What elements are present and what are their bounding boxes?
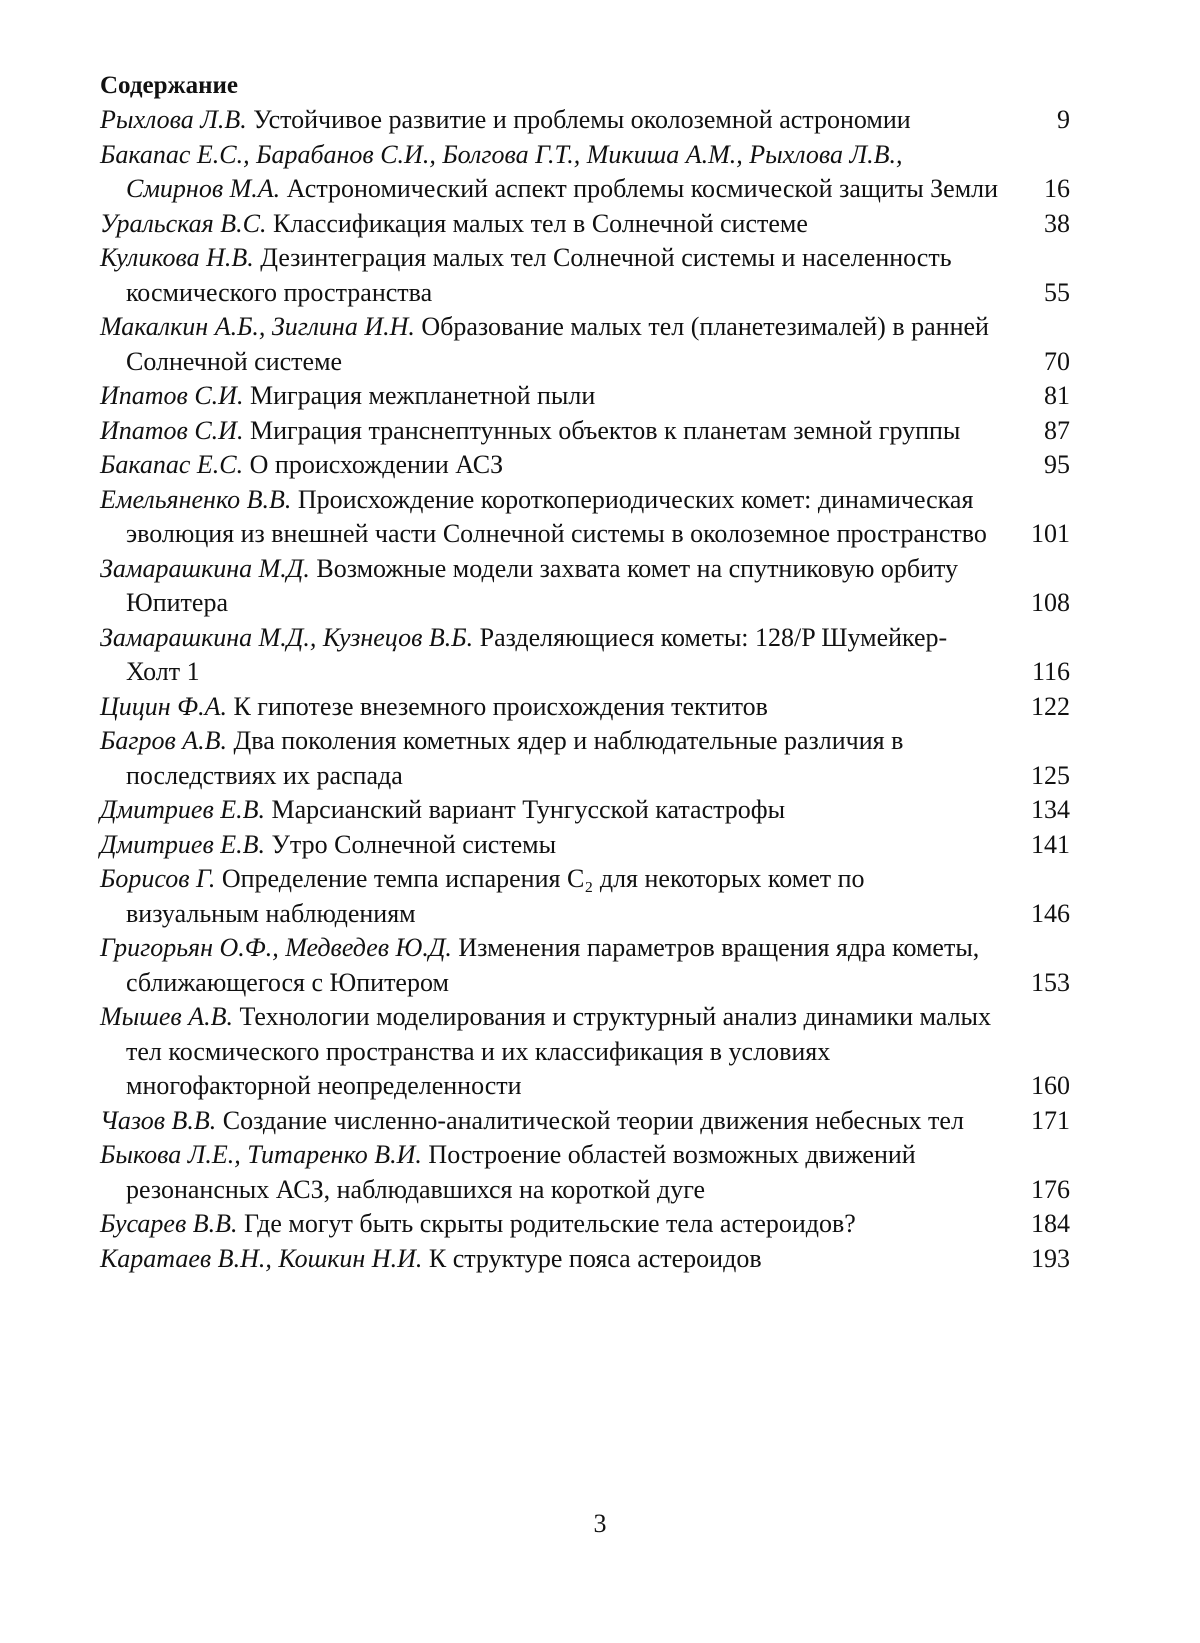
entry-title: Создание численно-аналитической теории движения небесных тел — [222, 1105, 964, 1135]
toc-entry — [100, 1207, 1070, 1242]
entry-authors: Дмитриев Е.В. — [100, 829, 266, 859]
entry-title: Классификация малых тел в Солнечной системе — [273, 208, 808, 238]
entry-authors: Замарашкина М.Д., Кузнецов В.Б. — [100, 622, 474, 652]
entry-title: Разделяющиеся кометы: 128/P Шумейкер-Холт 1 — [126, 622, 948, 686]
toc-entry — [100, 310, 1070, 379]
entry-title: Утро Солнечной системы — [271, 829, 557, 859]
toc-entry — [100, 448, 1070, 483]
entry-authors: Бусарев В.В. — [100, 1209, 238, 1238]
entry-page-number: 81 — [1044, 381, 1070, 410]
entry-page-number: 55 — [1044, 277, 1070, 307]
entry-authors: Мышев А.В. — [100, 1002, 233, 1031]
entry-authors: Чазов В.В. — [100, 1105, 217, 1135]
entry-authors: Бакапас Е.С., Барабанов С.И., Болгова Г.Т., Микиша А.М., Рыхлова Л.В., Смирнов М.А. — [100, 139, 903, 203]
entry-title: Миграция транснептунных объектов к планетам земной группы — [249, 415, 961, 445]
entry-authors: Ипатов С.И. — [100, 415, 244, 445]
toc-entry — [100, 828, 1070, 863]
toc-entry — [100, 414, 1070, 449]
toc-entry — [100, 483, 1070, 552]
entry-authors: Куликова Н.В. — [100, 243, 254, 272]
entry-authors: Замарашкина М.Д. — [100, 553, 310, 583]
toc-entry — [100, 690, 1070, 725]
entry-title: Где могут быть скрыты родительские тела астероидов? — [244, 1209, 856, 1238]
entry-page-number: 95 — [1044, 450, 1070, 479]
entry-page-number: 193 — [1031, 1243, 1070, 1273]
entry-authors: Григорьян О.Ф., Медведев Ю.Д. — [100, 933, 452, 962]
toc-entry — [100, 207, 1070, 242]
entry-title: Определение темпа испарения C₂ для некоторых комет по визуальным наблюдениям — [126, 864, 865, 928]
entry-title: Два поколения кометных ядер и наблюдательные различия в последствиях их распада — [126, 726, 904, 790]
toc-entry — [100, 138, 1070, 207]
entry-page-number: 125 — [1031, 760, 1070, 790]
entry-title: Образование малых тел (планетезималей) в ранней Солнечной системе — [126, 312, 989, 376]
entry-authors: Борисов Г. — [100, 864, 216, 893]
entry-page-number: 87 — [1044, 415, 1070, 445]
toc-entry — [100, 931, 1070, 1000]
toc-entry — [100, 552, 1070, 621]
entry-page-number: 122 — [1031, 691, 1070, 721]
entry-title: Технологии моделирования и структурный анализ динамики малых тел космического пространства и их классификация в условиях многофакторной неопределенности — [126, 1002, 992, 1100]
entry-title: Устойчивое развитие и проблемы околоземной астрономии — [253, 105, 911, 134]
entry-page-number: 38 — [1044, 208, 1070, 238]
entry-authors: Дмитриев Е.В. — [100, 795, 266, 824]
entry-title: Миграция межпланетной пыли — [249, 381, 596, 410]
toc-entry — [100, 103, 1070, 138]
entry-authors: Рыхлова Л.В. — [100, 105, 247, 134]
toc-entry — [100, 1138, 1070, 1207]
entry-authors: Ипатов С.И. — [100, 381, 244, 410]
entry-page-number: 141 — [1031, 829, 1070, 859]
entry-authors: Уральская В.С. — [100, 208, 267, 238]
toc-entry — [100, 793, 1070, 828]
entry-page-number: 160 — [1031, 1071, 1070, 1100]
toc-entry — [100, 724, 1070, 793]
entry-authors: Багров А.В. — [100, 726, 228, 755]
page-number-footer: 3 — [593, 1509, 607, 1538]
toc-entry — [100, 379, 1070, 414]
entry-title: Марсианский вариант Тунгусской катастрофы — [271, 795, 786, 824]
entry-page-number: 16 — [1044, 174, 1070, 203]
entry-authors: Быкова Л.Е., Титаренко В.И. — [100, 1140, 422, 1169]
entry-title: Возможные модели захвата комет на спутниковую орбиту Юпитера — [126, 553, 959, 617]
entry-page-number: 108 — [1031, 588, 1070, 617]
entry-page-number: 146 — [1031, 898, 1070, 928]
entry-title: Дезинтеграция малых тел Солнечной системы и населенность космического пространства — [126, 243, 952, 307]
toc-entry — [100, 1000, 1070, 1104]
toc-entry — [100, 862, 1070, 931]
entry-page-number: 70 — [1044, 346, 1070, 376]
toc-entry — [100, 241, 1070, 310]
toc-entry — [100, 1242, 1070, 1277]
entry-title: К гипотезе внеземного происхождения тектитов — [233, 691, 768, 721]
entry-authors: Макалкин А.Б., Зиглина И.Н. — [100, 312, 415, 341]
entry-authors: Цицин Ф.А. — [100, 691, 227, 721]
entry-page-number: 176 — [1031, 1174, 1070, 1204]
entry-page-number: 184 — [1031, 1209, 1070, 1238]
entry-title: Происхождение короткопериодических комет: динамическая эволюция из внешней части Солнечной системы в околоземное пространство — [126, 484, 987, 548]
entry-title: Построение областей возможных движений резонансных АСЗ, наблюдавшихся на короткой дуге — [126, 1140, 916, 1204]
entry-title: О происхождении АСЗ — [249, 450, 504, 479]
entry-page-number: 153 — [1031, 967, 1070, 997]
entry-page-number: 171 — [1031, 1105, 1070, 1135]
entry-page-number: 9 — [1057, 105, 1070, 134]
toc-entry — [100, 621, 1070, 690]
toc-entry — [100, 1104, 1070, 1139]
toc-list — [100, 103, 1070, 1276]
entry-page-number: 101 — [1031, 519, 1070, 548]
entry-title: Изменения параметров вращения ядра кометы, сближающегося с Юпитером — [126, 933, 980, 997]
entry-page-number: 134 — [1031, 795, 1070, 824]
entry-title: Астрономический аспект проблемы космической защиты Земли — [286, 174, 999, 203]
toc-heading: Содержание — [100, 72, 239, 99]
table-of-contents — [100, 70, 1070, 1276]
entry-authors: Каратаев В.Н., Кошкин Н.И. — [100, 1243, 423, 1273]
entry-page-number: 116 — [1031, 657, 1070, 686]
entry-authors: Бакапас Е.С. — [100, 450, 244, 479]
entry-authors: Емельяненко В.В. — [100, 484, 292, 514]
entry-title: К структуре пояса астероидов — [428, 1243, 762, 1273]
